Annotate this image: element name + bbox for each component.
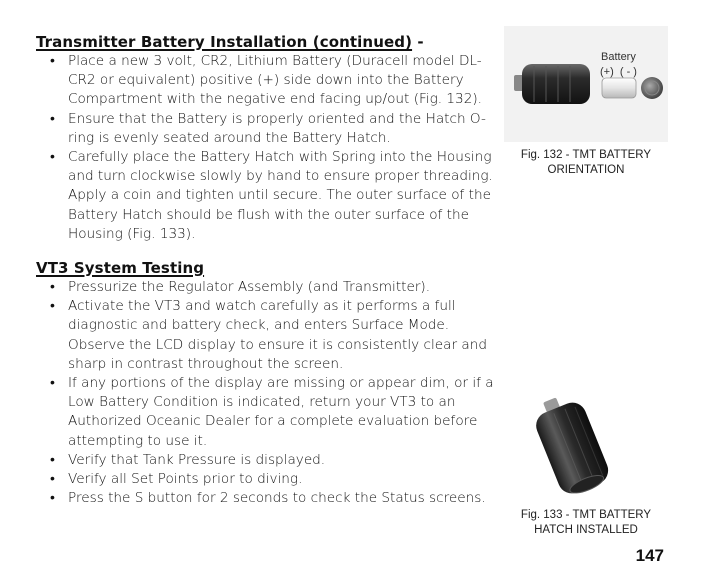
transmitter-housing [522,64,590,104]
section-heading-battery-installation: Transmitter Battery Installation (continued) - [36,33,424,51]
list-item: • Place a new 3 volt, CR2, Lithium Battery (Duracell model DL-CR2 or equivalent) positive (+) side down into the Battery Compartment with the negative end facing up/out (Fig. 132). [50,52,496,110]
system-testing-list [50,278,496,508]
battery-installation-list [50,52,496,244]
figure-132 [504,26,668,178]
page-number: 147 [635,546,664,565]
polarity-label: (+) ( - ) [600,66,637,78]
list-item: • Verify that Tank Pressure is displayed. [50,451,496,470]
figure-caption: Fig. 132 - TMT BATTERY ORIENTATION [520,149,652,176]
list-item: • If any portions of the display are missing or appear dim, or if a Low Battery Condition is indicated, return your VT3 to an Authorized Oceanic Dealer for a complete evaluation before attempting to use it. [50,374,496,451]
figure-caption: Fig. 133 - TMT BATTERY HATCH INSTALLED [520,509,652,536]
list-item: • Pressurize the Regulator Assembly (and Transmitter). [50,278,496,297]
figure-133 [504,378,668,538]
hatch-installed-photo [504,378,668,502]
list-item: • Carefully place the Battery Hatch with Spring into the Housing and turn clockwise slowly by hand to ensure proper threading. Apply a coin and tighten until secure. The outer surface of the Battery Hatch should be flush with the outer surface of the Housing (Fig. 133). [50,148,496,244]
list-item: • Ensure that the Battery is properly oriented and the Hatch O-ring is evenly seated around the Battery Hatch. [50,110,496,148]
battery [602,78,636,98]
section-heading-system-testing [36,258,496,278]
section-title: Transmitter Battery Installation (continued) [36,33,413,51]
list-item: • Verify all Set Points prior to diving. [50,470,496,489]
main-text-column [36,32,496,508]
battery-orientation-photo [504,26,668,142]
list-item: • Activate the VT3 and watch carefully as it performs a full diagnostic and battery check, and enters Surface Mode. Observe the LCD display to ensure it is consistently clear and sharp in contrast throughout the screen. [50,297,496,374]
battery-hatch [641,77,663,99]
battery-label: Battery [601,51,636,63]
section-title: VT3 System Testing [36,259,205,278]
list-item: • Press the S button for 2 seconds to check the Status screens. [50,489,496,508]
